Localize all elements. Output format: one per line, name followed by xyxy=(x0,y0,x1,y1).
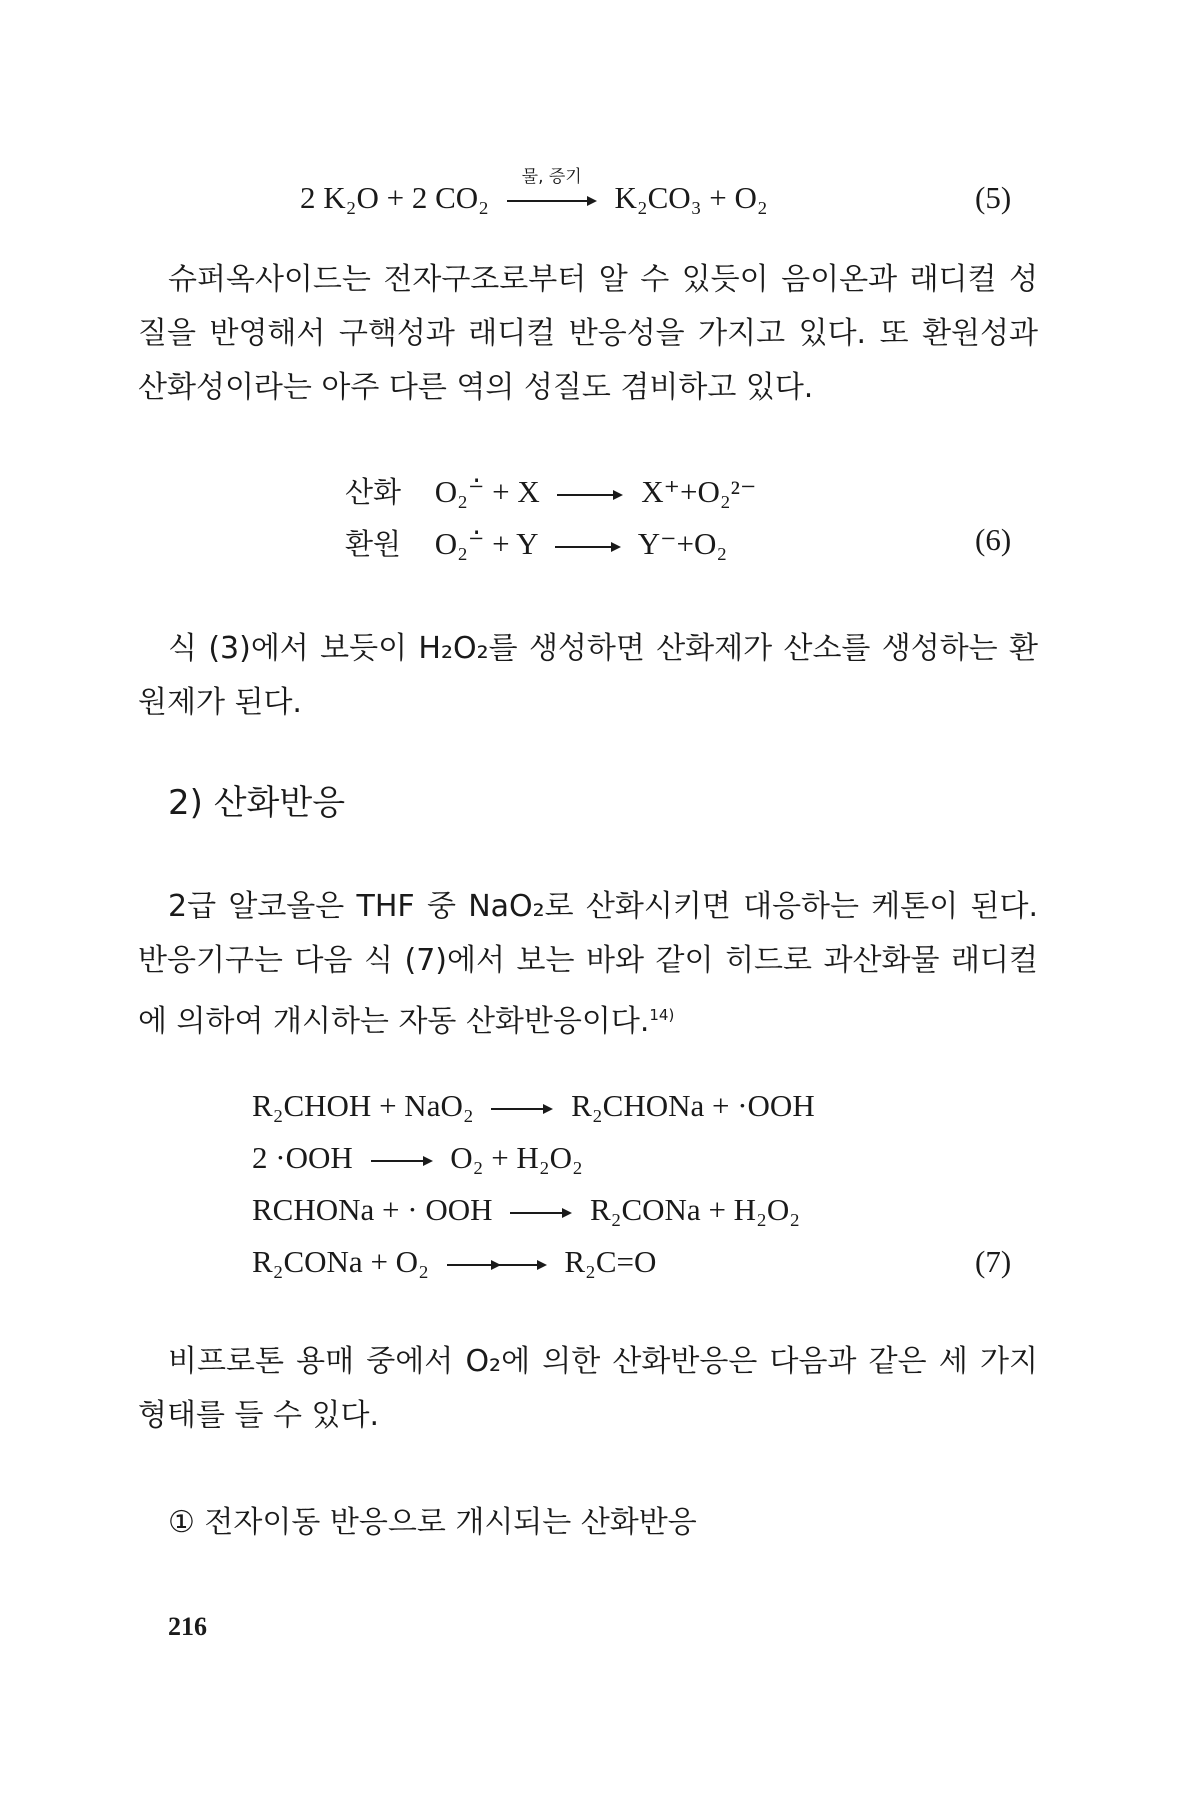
equation-6-row2-left: O₂⁻̇ + Y xyxy=(434,526,538,561)
reaction-arrow-icon xyxy=(510,1207,572,1219)
equation-5-left: 2 K₂O + 2 CO₂ xyxy=(300,180,489,215)
reaction-arrow-icon xyxy=(447,1259,547,1271)
equation-7-row1-left: R₂CHOH + NaO₂ xyxy=(252,1088,474,1123)
paragraph-text: 2급 알코올은 THF 중 NaO₂로 산화시키면 대응하는 케톤이 된다. 반응기구는 다음 식 (7)에서 보는 바와 같이 히드로 과산화물 래디컬에 의하여 개시하는 자동 산화반응이다.$^{14)}$ xyxy=(138,889,1038,1039)
equation-7-row3-right: R₂CONa + H₂O₂ xyxy=(590,1192,801,1227)
equation-6-reduction xyxy=(345,522,727,563)
paragraph-text: 비프로톤 용매 중에서 O₂에 의한 산화반응은 다음과 같은 세 가지 형태를 들 수 있다. xyxy=(138,1344,1038,1433)
equation-7-row4-right: R₂C=O xyxy=(564,1244,657,1279)
equation-7-row4-left: R₂CONa + O₂ xyxy=(252,1244,429,1279)
reduction-label: 환원 xyxy=(345,527,402,561)
paragraph-text: 식 (3)에서 보듯이 H₂O₂를 생성하면 산화제가 산소를 생성하는 환원제가 된다. xyxy=(138,631,1038,720)
equation-7-row3 xyxy=(252,1192,800,1228)
reaction-arrow-icon xyxy=(507,166,597,207)
reaction-arrow-icon xyxy=(371,1155,433,1167)
page-number: 216 xyxy=(168,1612,207,1641)
reference-marker: 14) xyxy=(649,1006,675,1024)
equation-5-right: K₂CO₃ + O₂ xyxy=(614,180,768,215)
equation-7-row1 xyxy=(252,1088,815,1124)
equation-number-6: (6) xyxy=(975,522,1012,557)
reaction-arrow-icon xyxy=(557,489,623,501)
paragraph-superoxide xyxy=(138,253,1038,415)
equation-7-row4 xyxy=(252,1244,656,1280)
equation-7-row2 xyxy=(252,1140,583,1176)
arrow-condition-label: 물, 증기 xyxy=(521,166,582,187)
reaction-arrow-icon xyxy=(555,541,621,553)
list-item-1: ① 전자이동 반응으로 개시되는 산화반응 xyxy=(168,1505,697,1540)
paragraph-aprotic xyxy=(138,1335,1038,1443)
equation-7-row2-right: O₂ + H₂O₂ xyxy=(450,1140,583,1175)
equation-number-7: (7) xyxy=(975,1244,1012,1279)
equation-7-row1-right: R₂CHONa + ·OOH xyxy=(571,1088,815,1123)
equation-number-5: (5) xyxy=(975,180,1012,215)
reaction-arrow-icon xyxy=(491,1103,553,1115)
oxidation-label: 산화 xyxy=(345,475,402,509)
paragraph-h2o2 xyxy=(138,622,1038,730)
equation-6-row2-right: Y⁻+O₂ xyxy=(637,526,728,561)
paragraph-text: 슈퍼옥사이드는 전자구조로부터 알 수 있듯이 음이온과 래디컬 성질을 반영해서 구핵성과 래디컬 반응성을 가지고 있다. 또 환원성과 산화성이라는 아주 다른 역의 성질도 겸비하고 있다. xyxy=(138,262,1038,405)
equation-6-row1-left: O₂⁻̇ + X xyxy=(434,474,540,509)
equation-5 xyxy=(300,166,1040,220)
equation-6-row1-right: X⁺+O₂²⁻ xyxy=(641,474,757,509)
paragraph-alcohol-oxidation xyxy=(138,880,1038,1049)
section-heading: 2) 산화반응 xyxy=(168,783,346,823)
equation-7-row2-left: 2 ·OOH xyxy=(252,1140,353,1175)
equation-6-oxidation xyxy=(345,470,756,511)
equation-7-row3-left: RCHONa + · OOH xyxy=(252,1192,493,1227)
